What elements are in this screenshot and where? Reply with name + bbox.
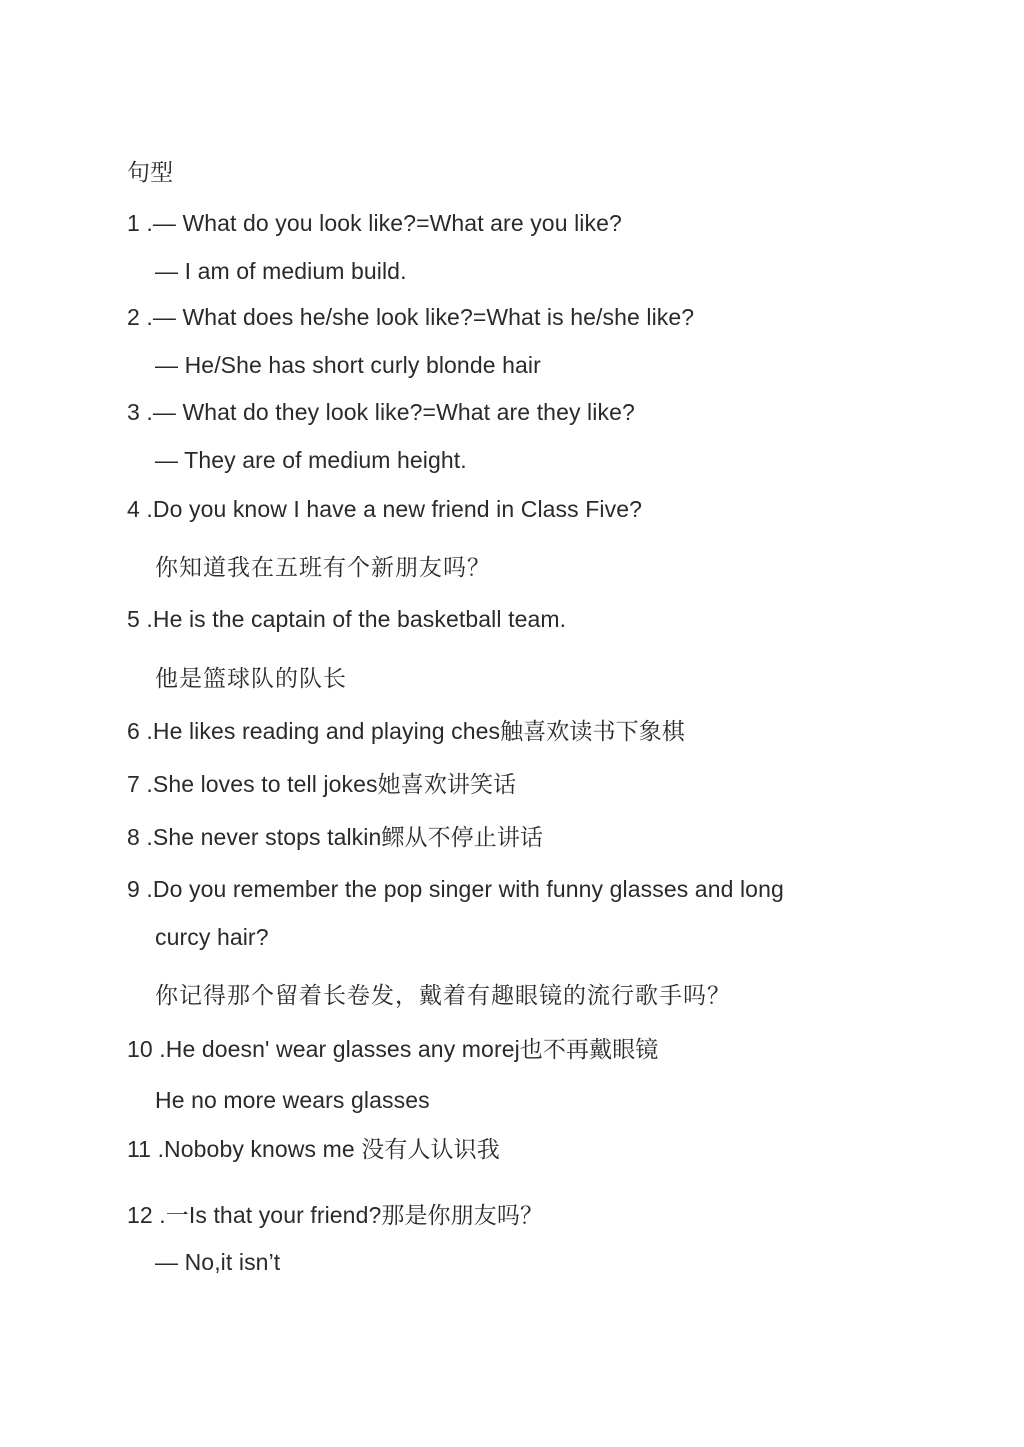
sentence-5: 5 .He is the captain of the basketball team. xyxy=(127,606,567,632)
sentence-6: 6 .He likes reading and playing ches触喜欢读书下象棋 xyxy=(127,718,685,744)
sentence-2-answer: — He/She has short curly blonde hair xyxy=(155,352,541,378)
sentence-1-answer: — I am of medium build. xyxy=(155,258,407,284)
sentence-4-translation: 你知道我在五班有个新朋友吗？ xyxy=(155,555,491,581)
sentence-12-answer: — No,it isn’t xyxy=(155,1249,281,1275)
sentence-12-question: 12 .一Is that your friend?那是你朋友吗？ xyxy=(127,1202,544,1228)
sentence-9-continued: curcy hair? xyxy=(155,924,269,950)
sentence-3-question: 3 .— What do they look like?=What are they like? xyxy=(127,399,635,425)
sentence-3-answer: — They are of medium height. xyxy=(155,447,467,473)
sentence-10: 10 .He doesn' wear glasses any morej也不再戴眼镜 xyxy=(127,1036,659,1062)
sentence-4: 4 .Do you know I have a new friend in Class Five? xyxy=(127,496,642,522)
sentence-10-alternative: He no more wears glasses xyxy=(155,1087,430,1113)
sentence-7: 7 .She loves to tell jokes她喜欢讲笑话 xyxy=(127,771,517,797)
sentence-1-question: 1 .— What do you look like?=What are you like? xyxy=(127,210,622,236)
sentence-5-translation: 他是篮球队的队长 xyxy=(155,666,347,692)
sentence-2-question: 2 .— What does he/she look like?=What is he/she like? xyxy=(127,304,695,330)
sentence-9-translation: 你记得那个留着长卷发，戴着有趣眼镜的流行歌手吗？ xyxy=(155,983,731,1009)
section-heading: 句型 xyxy=(127,160,174,186)
sentence-8: 8 .She never stops talkin鳏从不停止讲话 xyxy=(127,824,544,850)
sentence-11: 11 .Noboby knows me 没有人认识我 xyxy=(127,1136,500,1162)
sentence-9: 9 .Do you remember the pop singer with funny glasses and long xyxy=(127,876,784,902)
